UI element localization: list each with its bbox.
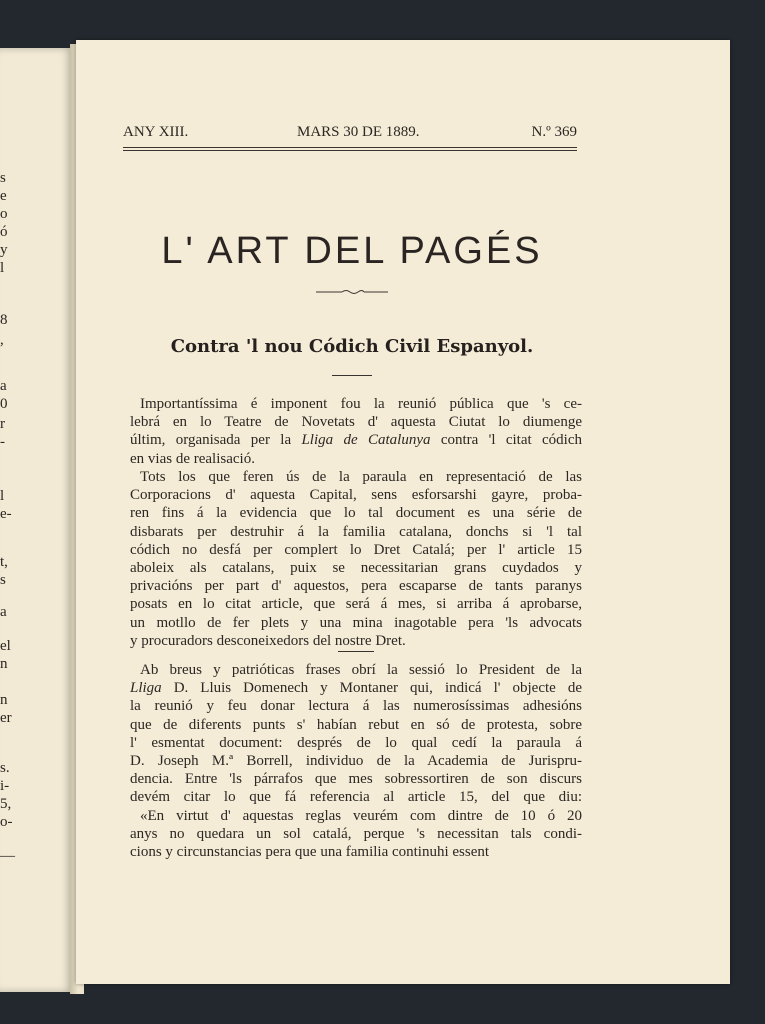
header-year: ANY XIII.	[123, 124, 189, 140]
text-line: Corporacions d' aquesta Capital, sens esforsarshi gayre, proba-	[130, 487, 582, 504]
text-line: aboleix als catalans, puix se necessitarian grans cuydados y	[130, 559, 582, 576]
left-page-fragment: s	[0, 572, 6, 588]
text-line: anys no quedara un sol catalá, perque 's necessitan tals condi-	[130, 825, 582, 842]
left-page-edge	[0, 48, 74, 992]
text-line: posats en lo citat article, que será á mes, si arriba á aprobarse,	[130, 596, 582, 613]
title-ornament	[316, 289, 388, 295]
article-title: Contra 'l nou Códich Civil Espanyol.	[170, 336, 534, 357]
left-page-fragment: s	[0, 170, 6, 186]
header-rule-bottom	[123, 150, 577, 151]
left-page-fragment: 5,	[0, 796, 12, 812]
left-page-fragment: ó	[0, 224, 8, 240]
text-line: devém citar lo que fá referencia al article 15, del que diu:	[130, 789, 582, 806]
page-header	[123, 124, 577, 142]
paragraph-3	[130, 661, 582, 861]
left-page-fragment: t,	[0, 554, 8, 570]
text-line: Ab breus y patrióticas frases obrí la sessió lo President de la	[140, 662, 582, 678]
left-page-fragment: i-	[0, 778, 10, 794]
journal-page	[76, 40, 730, 984]
text-line: privacións per part d' aquestos, pera escaparse de tants paranys	[130, 578, 582, 595]
left-page-fragment: a	[0, 604, 7, 620]
left-page-fragment: el	[0, 638, 11, 654]
text-line: disbarats per destruhir á la familia catalana, donchs si 'l tal	[130, 523, 582, 540]
subtitle-rule	[332, 375, 372, 376]
section-divider	[338, 651, 374, 652]
text-line: Tots los que feren ús de la paraula en representació de las	[140, 469, 582, 485]
left-page-fragment: 0	[0, 396, 8, 412]
header-number: N.º 369	[531, 124, 577, 140]
header-rule-top	[123, 147, 577, 148]
text-line: ren fins á la evidencia que lo tal document es una série de	[130, 505, 582, 522]
text-line: que de diferents punts s' habían rebut en só de protesta, sobre	[130, 716, 582, 733]
left-page-fragment: e	[0, 188, 7, 204]
paragraph-2	[130, 468, 582, 650]
left-page-fragment: l	[0, 488, 5, 504]
left-page-fragment: o-	[0, 814, 13, 830]
text-line: un motllo de fer plets y una mina inagotable pera 'ls advocats	[130, 614, 582, 631]
publication-title: L' ART DEL PAGÉS	[161, 230, 543, 272]
left-page-fragment: r	[0, 416, 5, 432]
text-line: Lliga D. Lluis Domenech y Montaner qui, indicá l' objecte de	[130, 680, 582, 697]
left-page-fragment: n	[0, 692, 8, 708]
left-page-fragment: s.	[0, 760, 10, 776]
left-page-fragment: n	[0, 656, 8, 672]
left-page-fragment: y	[0, 242, 8, 258]
text-line: y procuradors desconeixedors del nostre Dret.	[130, 632, 406, 649]
text-line: l' esmentat document: després de lo qual cedí la paraula á	[130, 734, 582, 751]
text-line: «En virtut d' aquestas reglas veurém com dintre de 10 ó 20	[140, 807, 582, 824]
text-line: Importantíssima é imponent fou la reunió pública que 's ce-	[140, 396, 582, 412]
text-line: últim, organisada per la Lliga de Catalunya contra 'l citat códich	[130, 432, 582, 449]
text-line: códich no desfá per complert lo Dret Catalá; per l' article 15	[130, 541, 582, 558]
left-page-fragment: a	[0, 378, 7, 394]
header-date: MARS 30 DE 1889.	[297, 124, 420, 140]
left-page-fragment: o	[0, 206, 8, 222]
left-page-fragment: 8	[0, 312, 8, 328]
paragraph-1	[130, 395, 582, 468]
left-page-fragment: er	[0, 710, 12, 726]
text-line: dencia. Entre 'ls párrafos que mes sobressortiren de son discurs	[130, 771, 582, 788]
text-line: cions y circunstancias pera que una familia continuhi essent	[130, 843, 490, 860]
text-line: lebrá en lo Teatre de Novetats d' aquesta Ciutat lo diumenge	[130, 414, 582, 431]
text-line: D. Joseph M.ª Borrell, individuo de la Academia de Jurispru-	[130, 752, 582, 769]
left-page-fragment: ,	[0, 332, 4, 348]
left-page-fragment: e-	[0, 506, 12, 522]
text-line: en vias de realisació.	[130, 450, 255, 467]
left-page-fragment: -	[0, 434, 5, 450]
left-page-fragment: l	[0, 260, 5, 276]
text-line: la reunió y feu donar lectura á las numerosíssimas adhesións	[130, 698, 582, 715]
left-page-fragment: —	[0, 848, 15, 864]
